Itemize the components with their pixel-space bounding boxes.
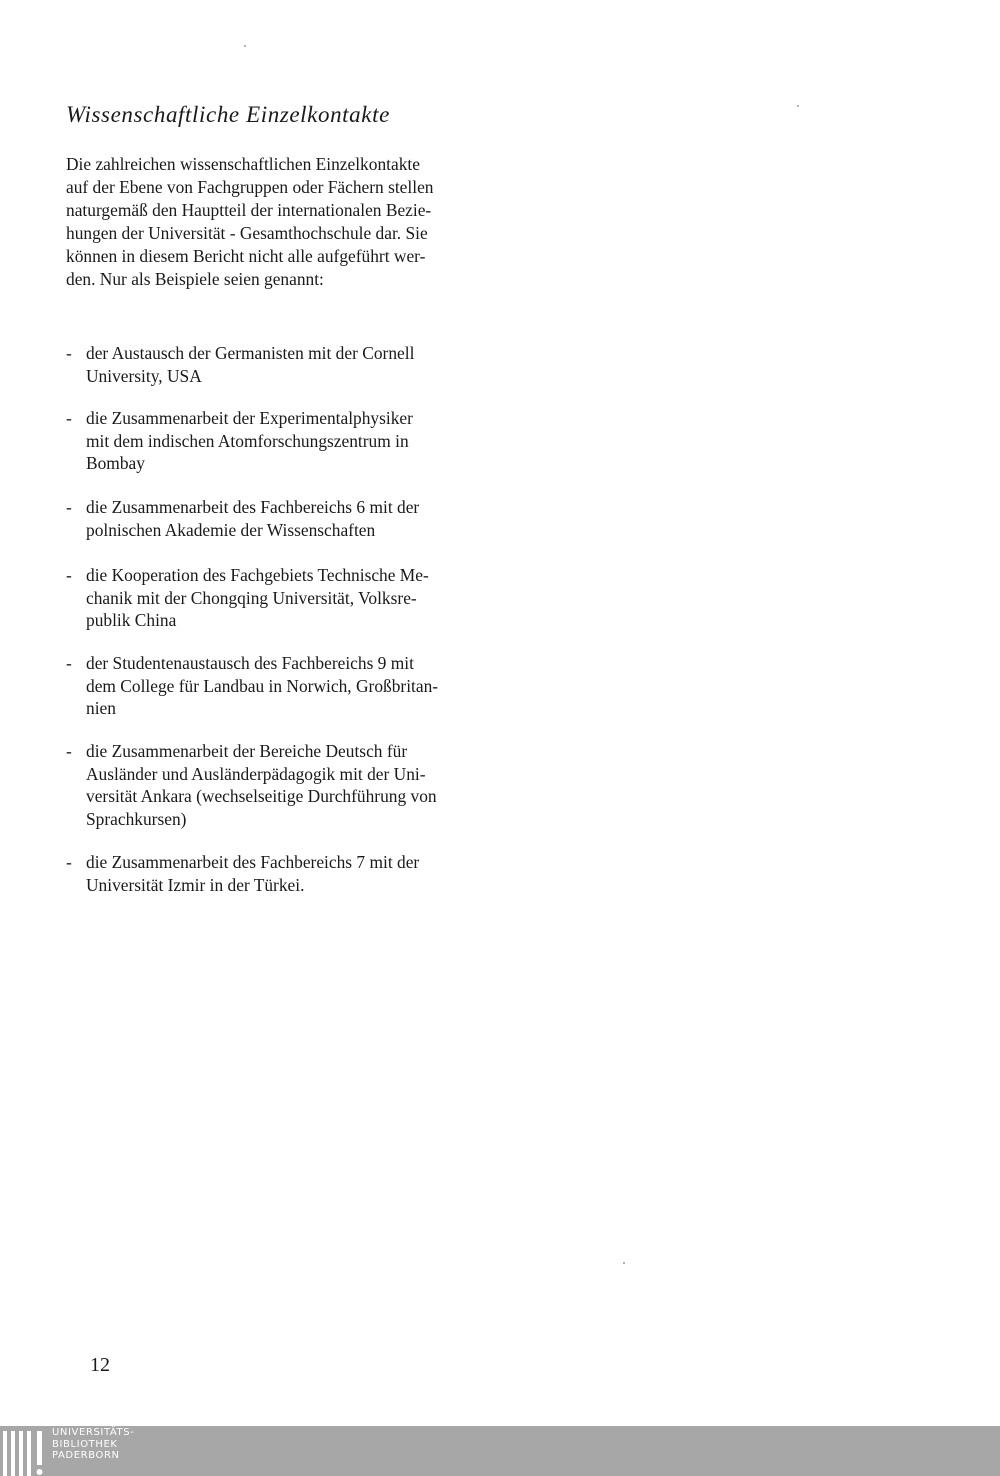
list-bullet: - bbox=[66, 408, 72, 428]
list-item-text: die Zusammenarbeit des Fachbereichs 6 mit der polnischen Akademie der Wissenschaften bbox=[86, 497, 420, 540]
library-logo-icon bbox=[0, 1431, 52, 1476]
list-item-text: der Studentenaustausch des Fachbereichs 9 mit dem College für Landbau in Norwich, Großbritan- nien bbox=[86, 653, 439, 718]
section-heading: Wissenschaftliche Einzelkontakte bbox=[66, 102, 390, 127]
list-item-text: die Kooperation des Fachgebiets Technische Me- chanik mit der Chongqing Universität, Volksre- publik China bbox=[86, 565, 429, 630]
list-item-text: der Austausch der Germanisten mit der Cornell University, USA bbox=[86, 343, 415, 386]
list-bullet: - bbox=[66, 343, 72, 363]
scan-speck bbox=[244, 45, 246, 47]
list-item-text: die Zusammenarbeit des Fachbereichs 7 mit der Universität Izmir in der Türkei. bbox=[86, 852, 420, 895]
list-bullet: - bbox=[66, 497, 72, 517]
intro-paragraph: Die zahlreichen wissenschaftlichen Einzelkontakte auf der Ebene von Fachgruppen oder Fächern stellen naturgemäß den Hauptteil der internationalen Bezie- hungen der Universität - Gesamthochschule dar. Sie können in diesem Bericht nicht alle aufgeführt wer- den. Nur als Beispiele seien genannt: bbox=[66, 154, 434, 289]
list-bullet: - bbox=[66, 653, 72, 673]
list-bullet: - bbox=[66, 741, 72, 761]
list-bullet: - bbox=[66, 565, 72, 585]
page-number: 12 bbox=[90, 1354, 110, 1376]
list-bullet: - bbox=[66, 852, 72, 872]
list-item-text: die Zusammenarbeit der Bereiche Deutsch für Ausländer und Ausländerpädagogik mit der Uni- versität Ankara (wechselseitige Durchführung von Sprachkursen) bbox=[86, 741, 437, 829]
scan-speck bbox=[797, 105, 799, 107]
list-item-text: die Zusammenarbeit der Experimentalphysiker mit dem indischen Atomforschungszentrum in Bombay bbox=[86, 408, 413, 473]
library-logo-text: UNIVERSITÄTS- BIBLIOTHEK PADERBORN bbox=[52, 1427, 135, 1461]
library-footer-band bbox=[0, 1426, 1000, 1476]
scan-speck bbox=[623, 1262, 625, 1264]
